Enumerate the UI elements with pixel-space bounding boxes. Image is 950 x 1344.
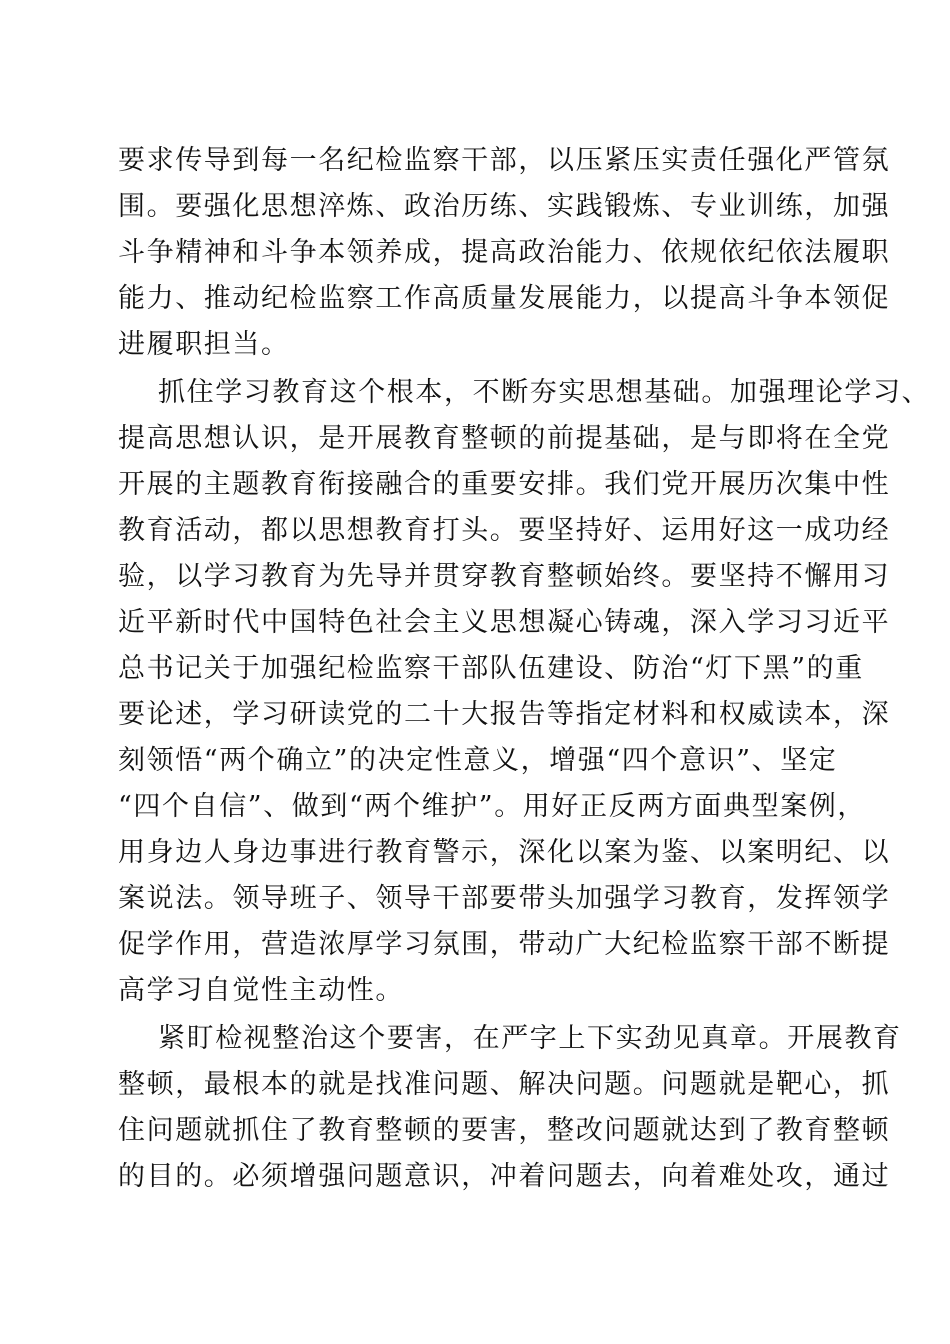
text-line: 案说法。领导班子、领导干部要带头加强学习教育，发挥领学: [118, 883, 891, 914]
text-line: 斗争精神和斗争本领养成，提高政治能力、依规依纪依法履职: [118, 237, 891, 268]
text-line: 提高思想认识，是开展教育整顿的前提基础，是与即将在全党: [118, 423, 891, 454]
text-line: 要求传导到每一名纪检监察干部，以压紧压实责任强化严管氛: [118, 145, 891, 176]
paragraph-first-line: 紧盯检视整治这个要害，在严字上下实劲见真章。开展教育: [158, 1023, 902, 1054]
text-line: 开展的主题教育衔接融合的重要安排。我们党开展历次集中性: [118, 469, 891, 500]
text-line: 促学作用，营造浓厚学习氛围，带动广大纪检监察干部不断提: [118, 929, 891, 960]
text-line: 整顿，最根本的就是找准问题、解决问题。问题就是靶心，抓: [118, 1069, 891, 1100]
text-line: 总书记关于加强纪检监察干部队伍建设、防治“灯下黑”的重: [118, 653, 864, 684]
text-line: 验，以学习教育为先导并贯穿教育整顿始终。要坚持不懈用习: [118, 561, 891, 592]
text-line: 进履职担当。: [118, 329, 290, 360]
text-line: 围。要强化思想淬炼、政治历练、实践锻炼、专业训练，加强: [118, 191, 891, 222]
text-line: 能力、推动纪检监察工作高质量发展能力，以提高斗争本领促: [118, 283, 891, 314]
text-line: “四个自信”、做到“两个维护”。用好正反两方面典型案例，: [118, 791, 867, 822]
text-line: 刻领悟“两个确立”的决定性意义，增强“四个意识”、坚定: [118, 745, 838, 776]
text-line: 的目的。必须增强问题意识，冲着问题去，向着难处攻，通过: [118, 1161, 891, 1192]
text-line: 住问题就抓住了教育整顿的要害，整改问题就达到了教育整顿: [118, 1115, 891, 1146]
paragraph-first-line: 抓住学习教育这个根本，不断夯实思想基础。加强理论学习、: [158, 377, 931, 408]
text-line: 高学习自觉性主动性。: [118, 975, 404, 1006]
text-line: 要论述，学习研读党的二十大报告等指定材料和权威读本，深: [118, 699, 891, 730]
text-line: 教育活动，都以思想教育打头。要坚持好、运用好这一成功经: [118, 515, 891, 546]
text-line: 用身边人身边事进行教育警示，深化以案为鉴、以案明纪、以: [118, 837, 891, 868]
text-line: 近平新时代中国特色社会主义思想凝心铸魂，深入学习习近平: [118, 607, 891, 638]
